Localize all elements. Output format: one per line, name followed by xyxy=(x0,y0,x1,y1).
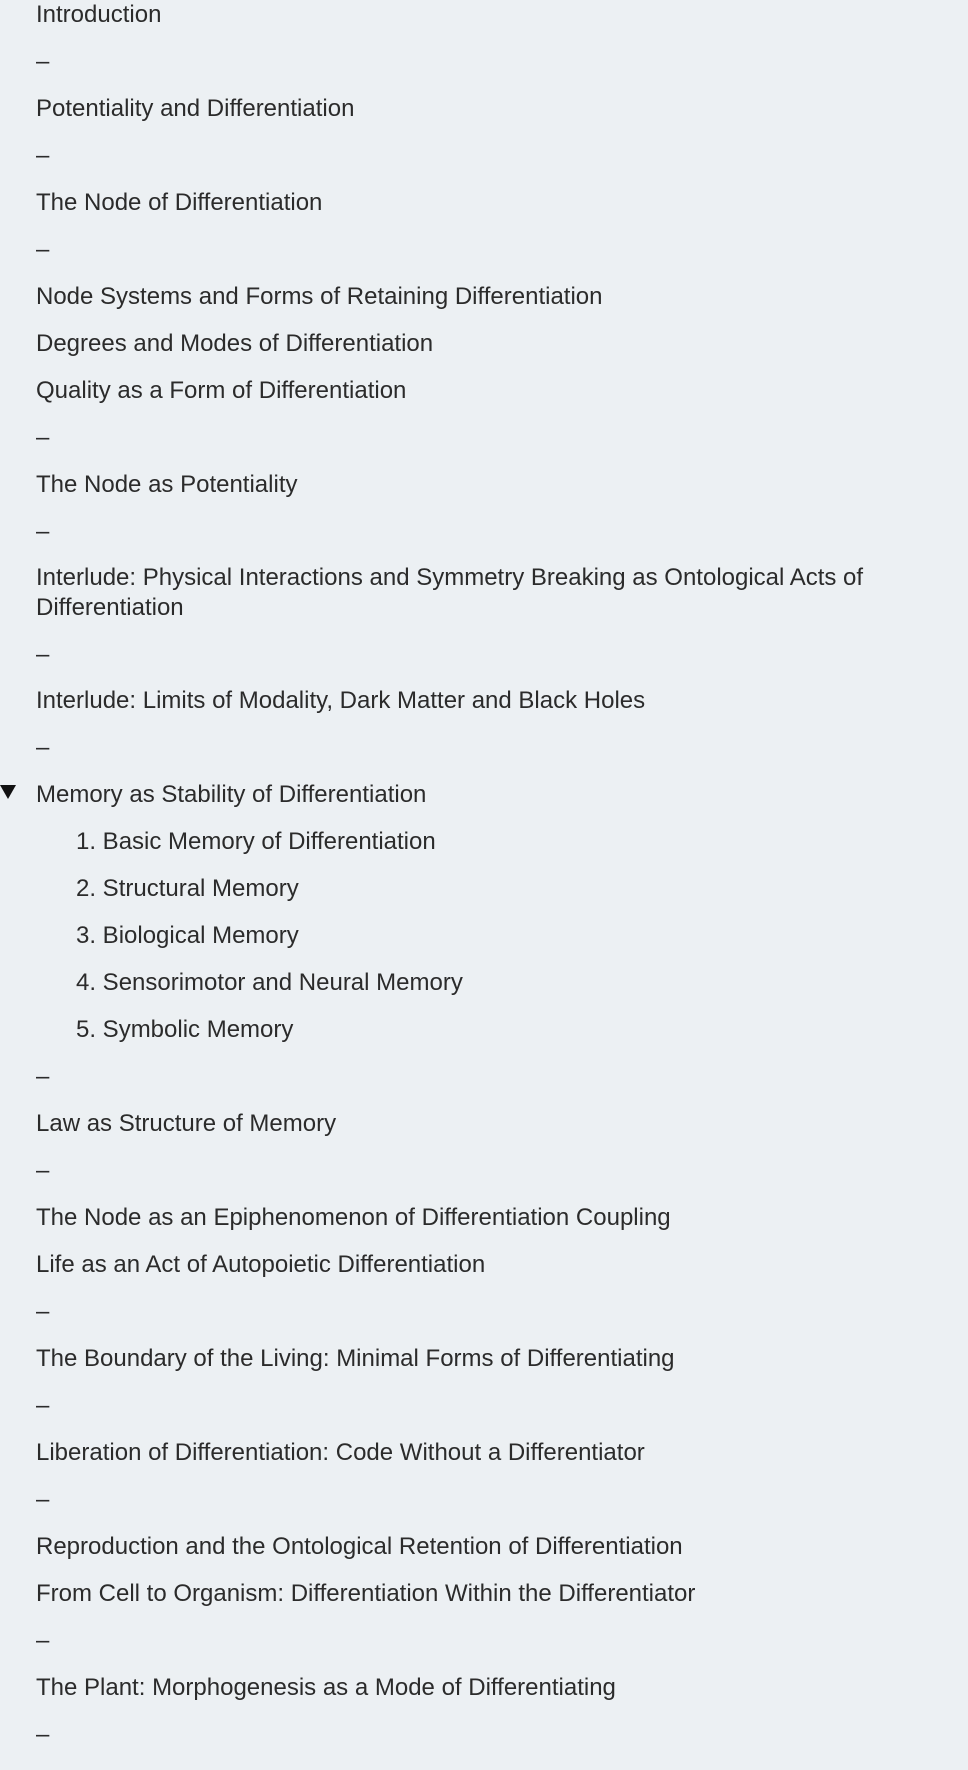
separator-dash: – xyxy=(36,1298,50,1325)
separator-dash: – xyxy=(36,142,50,169)
toc-item-law[interactable]: Law as Structure of Memory xyxy=(36,1110,337,1137)
separator-dash: – xyxy=(36,1157,50,1184)
toc-item-life[interactable]: Life as an Act of Autopoietic Differentiation xyxy=(36,1251,486,1278)
toc-subitem-biological-memory[interactable]: 3. Biological Memory xyxy=(76,922,299,949)
toc-item-quality[interactable]: Quality as a Form of Differentiation xyxy=(36,377,407,404)
toc-item-boundary[interactable]: The Boundary of the Living: Minimal Forms of Differentiating xyxy=(36,1345,675,1372)
toc-item-plant[interactable]: The Plant: Morphogenesis as a Mode of Differentiating xyxy=(36,1674,616,1701)
toc-item-node-potentiality[interactable]: The Node as Potentiality xyxy=(36,471,298,498)
separator-dash: – xyxy=(36,1627,50,1654)
separator-dash: – xyxy=(36,1486,50,1513)
separator-dash: – xyxy=(36,48,50,75)
toc-item-interlude-physical[interactable]: Interlude: Physical Interactions and Symmetry Breaking as Ontological Acts of Differentiation xyxy=(36,564,864,621)
separator-dash: – xyxy=(36,1063,50,1090)
separator-dash: – xyxy=(36,734,50,761)
toc-item-potentiality[interactable]: Potentiality and Differentiation xyxy=(36,95,355,122)
toc-subitem-structural-memory[interactable]: 2. Structural Memory xyxy=(76,875,299,902)
separator-dash: – xyxy=(36,641,50,668)
toc-item-node-systems[interactable]: Node Systems and Forms of Retaining Differentiation xyxy=(36,283,603,310)
separator-dash: – xyxy=(36,1392,50,1419)
separator-dash: – xyxy=(36,236,50,263)
toc-item-liberation[interactable]: Liberation of Differentiation: Code Without a Differentiator xyxy=(36,1439,645,1466)
toc-item-introduction[interactable]: Introduction xyxy=(36,1,162,28)
toc-item-reproduction[interactable]: Reproduction and the Ontological Retention of Differentiation xyxy=(36,1533,683,1560)
toc-subitem-symbolic-memory[interactable]: 5. Symbolic Memory xyxy=(76,1016,294,1043)
triangle-down-icon[interactable] xyxy=(0,785,16,799)
separator-dash: – xyxy=(36,1721,50,1748)
toc-item-node-epiphenomenon[interactable]: The Node as an Epiphenomenon of Differentiation Coupling xyxy=(36,1204,671,1231)
toc-item-interlude-limits[interactable]: Interlude: Limits of Modality, Dark Matter and Black Holes xyxy=(36,687,646,714)
toc-item-memory-section[interactable]: Memory as Stability of Differentiation xyxy=(36,781,427,808)
toc-item-node-of-differentiation[interactable]: The Node of Differentiation xyxy=(36,189,323,216)
toc-item-cell-organism[interactable]: From Cell to Organism: Differentiation Within the Differentiator xyxy=(36,1580,696,1607)
toc-subitem-sensorimotor-memory[interactable]: 4. Sensorimotor and Neural Memory xyxy=(76,969,463,996)
toc-subitem-basic-memory[interactable]: 1. Basic Memory of Differentiation xyxy=(76,828,436,855)
separator-dash: – xyxy=(36,518,50,545)
separator-dash: – xyxy=(36,424,50,451)
toc-item-degrees-modes[interactable]: Degrees and Modes of Differentiation xyxy=(36,330,434,357)
